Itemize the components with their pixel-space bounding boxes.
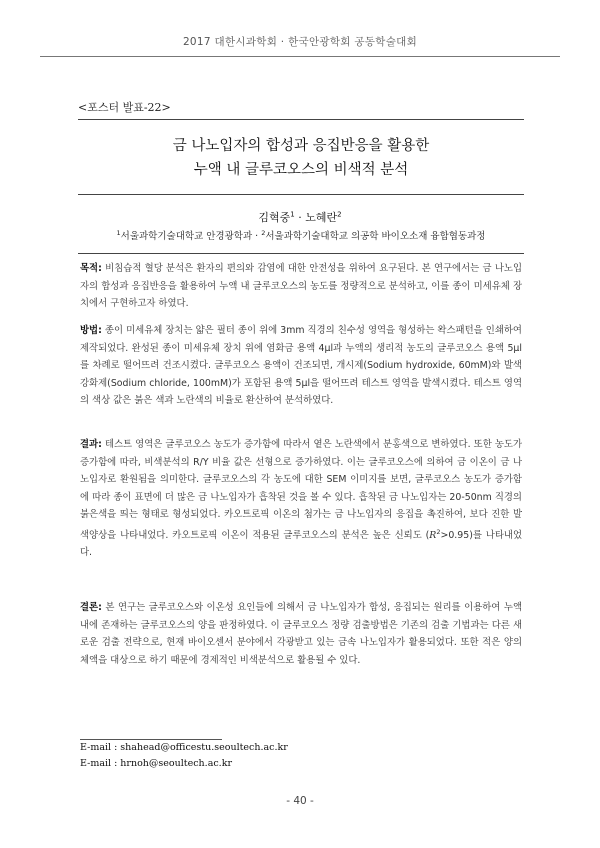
header-rule <box>40 56 560 57</box>
author-1-affil-mark: 1 <box>290 210 295 219</box>
purpose-section <box>80 260 522 313</box>
result-text: 테스트 영역은 글루코오스 농도가 증가함에 따라서 옅은 노란색에서 분홍색으로 변하였다. 또한 농도가 증가함에 따라, 비색분석의 R/Y 비율 값은 선형으로 증가하였다. 이는 글루코오스에 의하여 금 이온이 금 나노입자로 환원됨을 의미한다. 글루코오스의 각 농도에 대한 SEM 이미지를 보면, 글루코오스 농도가 증가함에 따라 종이 표면에 더 많은 금 나노입자가 흡착된 것을 볼 수 있다. 흡착된 금 나노입자는 20-50nm 직경의 붉은색을 띄는 형태로 형성되었다. 카오트로픽 이온의 첨가는 금 나노입자의 응집을 촉진하여, 보다 진한 발색양상을 나타내었다. 카오트로픽 이온이 적용된 글루코오스의 분석은 높은 신뢰도 ( <box>80 439 522 541</box>
author-separator: · <box>294 211 306 224</box>
running-header: 2017 대한시과학회 · 한국안광학회 공동학술대회 <box>182 36 418 48</box>
conclusion-label: 결론: <box>80 602 102 613</box>
author-1: 김혁중 <box>258 211 291 224</box>
author-2-affil-mark: 2 <box>337 210 342 219</box>
conclusion-text: 본 연구는 글루코오스와 이온성 요인들에 의해서 금 나노입자가 합성, 응집되는 원리를 이용하여 누액 내에 존재하는 글루코오스의 양을 판정하였다. 이 글루코오스 정량 검출방법은 기존의 검출 기법과는 다른 새로운 검출 전략으로, 현재 바이오센서 분야에서 각광받고 있는 금속 나노입자가 활용되었다. 또한 적은 양의 체액을 대상으로 하기 때문에 경제적인 비색분석으로 활용될 수 있다. <box>80 602 522 666</box>
conclusion-section <box>80 599 522 669</box>
result-section <box>80 436 522 562</box>
purpose-label: 목적: <box>80 263 102 274</box>
title-line-1: 금 나노입자의 합성과 응집반응을 활용한 <box>172 138 430 154</box>
poster-id: <포스터 발표-22> <box>78 101 171 114</box>
method-text: 종이 미세유체 장치는 얇은 필터 종이 위에 3mm 직경의 친수성 영역을 형성하는 왁스패턴을 인쇄하여 제작되었다. 완성된 종이 미세유체 장치 위에 염화금 용액 4μl과 누액의 생리적 농도의 글루코오스 용액 5μl를 차례로 떨어뜨려 건조시켰다. 글루코오스 용액이 건조되면, 개시제(Sodium hydroxide, 60mM)와 발색강화제(Sodium chloride, 100mM)가 포함된 용액 5μl을 떨어뜨려 테스트 영역을 발색시켰다. 테스트 영역의 색상 값은 붉은 색과 노란색의 비율로 환산하여 분석하였다. <box>80 325 522 406</box>
page-number: - 40 - <box>286 795 314 807</box>
method-label: 방법: <box>80 325 102 336</box>
result-text-end: >0.95)를 나타내었다. <box>80 529 522 559</box>
title-block <box>78 119 524 195</box>
result-label: 결과: <box>80 439 102 450</box>
title-line-2: 누액 내 글루코오스의 비색적 분석 <box>193 162 409 178</box>
affiliations <box>78 228 524 242</box>
authors <box>0 209 600 225</box>
affil-2: 서울과학기술대학교 의공학 바이오소재 융합협동과정 <box>265 231 486 242</box>
section-divider <box>78 253 524 254</box>
affil-2-mark: 2 <box>261 228 266 237</box>
footnote-rule <box>80 739 222 740</box>
r-squared-exponent: 2 <box>436 527 441 536</box>
method-section <box>80 322 522 410</box>
purpose-text: 비침습적 혈당 분석은 환자의 편의와 감염에 대한 안전성을 위하여 요구된다. 본 연구에서는 금 나노입자의 합성과 응집반응을 활용하여 누액 내 글루코오스의 농도를 정량적으로 분석하고, 이를 종이 미세유체 장치에서 구현하고자 하였다. <box>80 263 522 309</box>
email-2: E-mail : hrnoh@seoultech.ac.kr <box>80 758 232 769</box>
affil-1: 서울과학기술대학교 안경광학과 · <box>120 231 262 242</box>
author-2: 노혜란 <box>305 211 338 224</box>
email-1: E-mail : shahead@officestu.seoultech.ac.kr <box>80 742 288 753</box>
affil-1-mark: 1 <box>116 228 121 237</box>
r-squared-symbol: R <box>429 529 437 541</box>
